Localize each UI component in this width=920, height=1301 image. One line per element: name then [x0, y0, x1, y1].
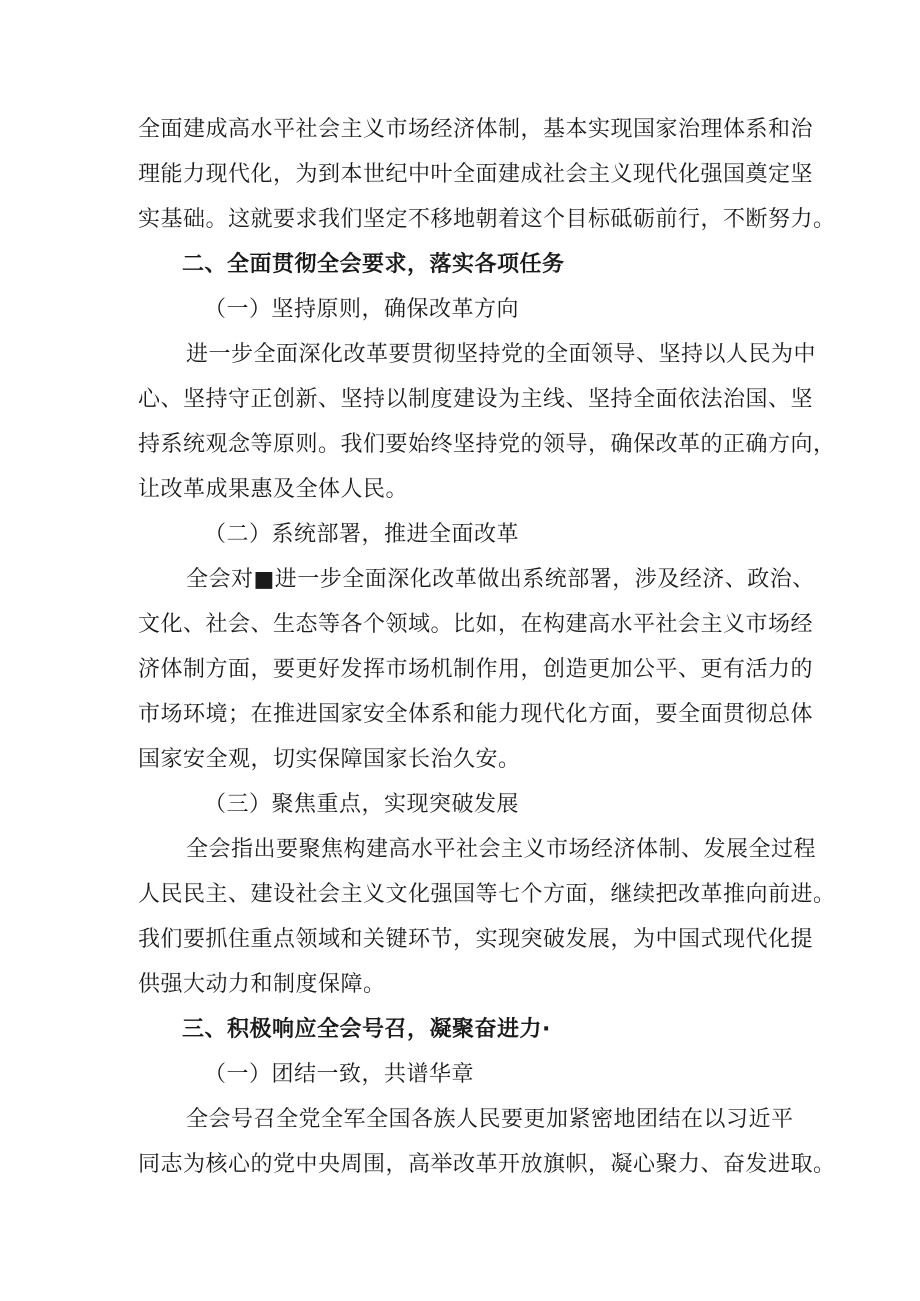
text-line: 国家安全观，切实保障国家长治久安。: [138, 747, 521, 772]
text-line: 心、坚持守正创新、坚持以制度建设为主线、坚持全面依法治国、坚: [138, 387, 814, 412]
document-body: [138, 107, 836, 1187]
subsection-heading-2-3: （三）聚焦重点，实现突破发展: [204, 792, 520, 817]
text-line: 理能力现代化，为到本世纪中叶全面建成社会主义现代化强国奠定坚: [138, 162, 814, 187]
text-line: 市场环境；在推进国家安全体系和能力现代化方面，要全面贯彻总体: [138, 702, 814, 727]
text-line: 进一步全面深化改革要贯彻坚持党的全面领导、坚持以人民为中: [186, 342, 817, 367]
subsection-heading-2-2: （二）系统部署，推进全面改革: [204, 522, 520, 547]
text-line: 让改革成果惠及全体人民。: [138, 477, 409, 502]
text-line: 济体制方面，要更好发挥市场机制作用，创造更加公平、更有活力的: [138, 657, 814, 682]
paragraph-intro: [138, 107, 836, 242]
text-line: 我们要抓住重点领域和关键环节，实现突破发展，为中国式现代化提: [138, 927, 814, 952]
text-line: 供强大动力和制度保障。: [138, 972, 386, 997]
paragraph-3-1: [138, 1097, 836, 1187]
paragraph-2-3: [138, 827, 836, 1007]
subsection-heading-2-1: （一）坚持原则，确保改革方向: [204, 297, 520, 322]
text-line: 全会指出要聚焦构建高水平社会主义市场经济体制、发展全过程: [186, 837, 817, 862]
text-line: 人民民主、建设社会主义文化强国等七个方面，继续把改革推向前进。: [138, 882, 836, 907]
text-line: 同志为核心的党中央周围，高举改革开放旗帜，凝心聚力、奋发进取。: [138, 1152, 836, 1177]
text-line: 全会号召全党全军全国各族人民要更加紧密地团结在以习近平: [186, 1107, 794, 1132]
paragraph-2-1: [138, 332, 836, 512]
paragraph-2-2: [138, 557, 815, 782]
text-line: 全面建成高水平社会主义市场经济体制，基本实现国家治理体系和治: [138, 117, 814, 142]
text-line: 文化、社会、生态等各个领域。比如，在构建高水平社会主义市场经: [138, 612, 814, 637]
section-heading-2: 二、全面贯彻全会要求，落实各项任务: [182, 252, 565, 277]
text-line: 实基础。这就要求我们坚定不移地朝着这个目标砥砺前行，不断努力。: [138, 207, 836, 232]
subsection-heading-3-1: （一）团结一致，共谱华章: [204, 1062, 475, 1087]
text-line: 全会对■进一步全面深化改革做出系统部署，涉及经济、政治、: [186, 567, 815, 592]
section-heading-3: 三、积极响应全会号召，凝聚奋进力·: [182, 1017, 551, 1042]
text-line: 持系统观念等原则。我们要始终坚持党的领导，确保改革的正确方向，: [138, 432, 836, 457]
